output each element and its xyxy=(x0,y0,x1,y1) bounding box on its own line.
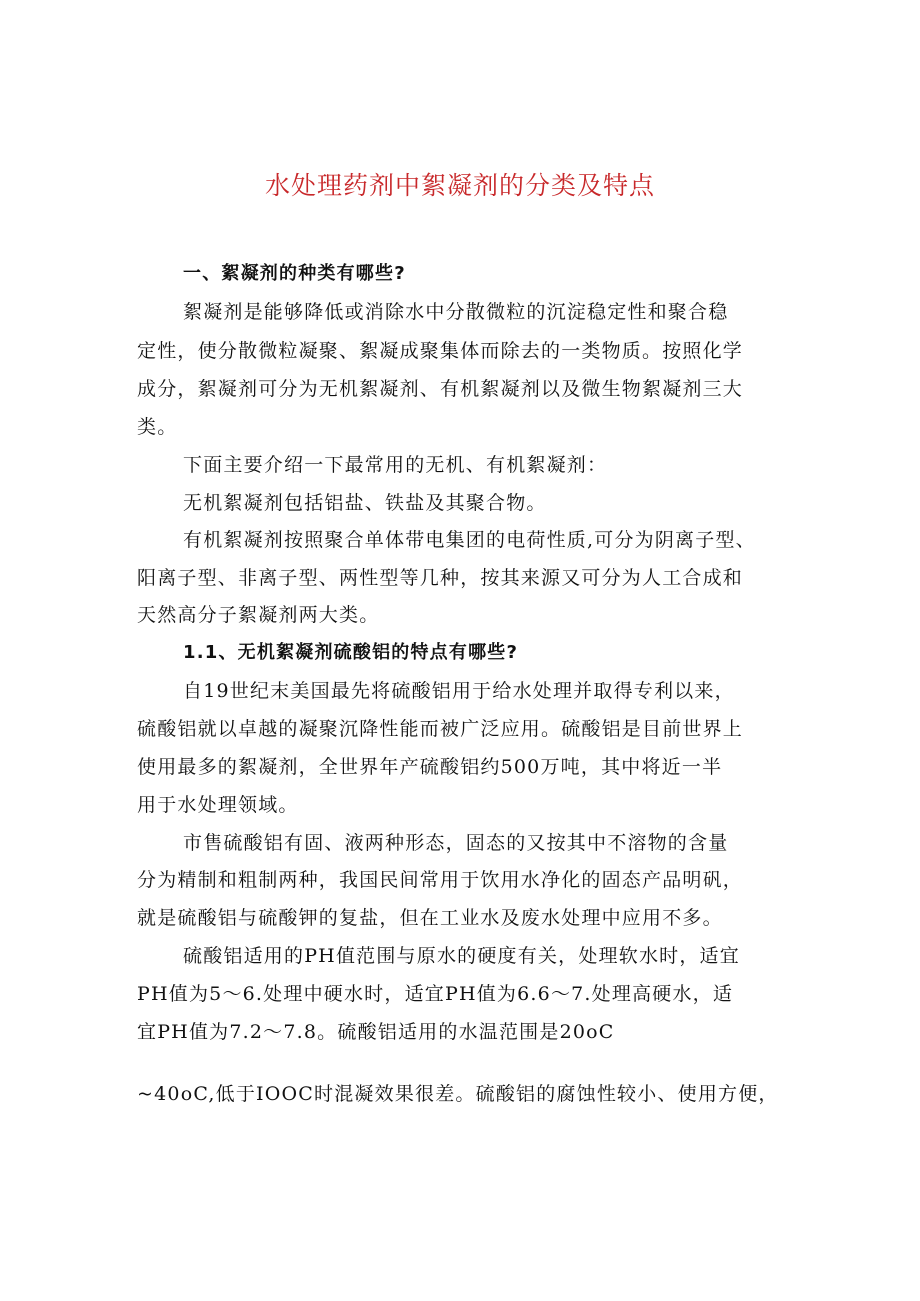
paragraph-line: PH值为5～6.处理中硬水时，适宜PH值为6.6～7.处理高硬水，适 xyxy=(137,983,734,1005)
paragraph-line: 无机絮凝剂包括铝盐、铁盐及其聚合物。 xyxy=(183,492,547,514)
paragraph-line: 絮凝剂是能够降低或消除水中分散微粒的沉淀稳定性和聚合稳 xyxy=(183,301,729,323)
paragraph-line: 宜PH值为7.2～7.8。硫酸铝适用的水温范围是20oC xyxy=(137,1021,615,1043)
paragraph-line: 类。 xyxy=(137,416,178,438)
paragraph-line: 有机絮凝剂按照聚合单体带电集团的电荷性质,可分为阴离子型、 xyxy=(183,529,756,551)
paragraph-line: 硫酸铝适用的PH值范围与原水的硬度有关，处理软水时，适宜 xyxy=(183,945,740,967)
document-title: 水处理药剂中絮凝剂的分类及特点 xyxy=(264,171,655,200)
paragraph-line: 下面主要介绍一下最常用的无机、有机絮凝剂： xyxy=(183,454,608,476)
paragraph-line: 使用最多的絮凝剂，全世界年产硫酸铝约500万吨，其中将近一半 xyxy=(137,756,723,778)
paragraph-line: 硫酸铝就以卓越的凝聚沉降性能而被广泛应用。硫酸铝是目前世界上 xyxy=(137,718,744,740)
paragraph-line: ~40oC,低于IOOC时混凝效果很差。硫酸铝的腐蚀性较小、使用方便， xyxy=(137,1083,779,1105)
paragraph-line: 市售硫酸铝有固、液两种形态，固态的又按其中不溶物的含量 xyxy=(183,832,729,854)
paragraph-line: 天然高分子絮凝剂两大类。 xyxy=(137,604,380,626)
section-heading-1: 一、絮凝剂的种类有哪些? xyxy=(183,263,406,284)
paragraph-line: 用于水处理领域。 xyxy=(137,794,299,816)
paragraph-line: 分为精制和粗制两种，我国民间常用于饮用水净化的固态产品明矾， xyxy=(137,869,744,891)
paragraph-line: 成分，絮凝剂可分为无机絮凝剂、有机絮凝剂以及微生物絮凝剂三大 xyxy=(137,378,744,400)
paragraph-line: 定性，使分散微粒凝聚、絮凝成聚集体而除去的一类物质。按照化学 xyxy=(137,340,744,362)
paragraph-line: 就是硫酸铝与硫酸钾的复盐，但在工业水及废水处理中应用不多。 xyxy=(137,907,723,929)
paragraph-line: 阳离子型、非离子型、两性型等几种，按其来源又可分为人工合成和 xyxy=(137,567,744,589)
section-heading-1-1: 1.1、无机絮凝剂硫酸铝的特点有哪些? xyxy=(183,642,519,663)
paragraph-line: 自19世纪末美国最先将硫酸铝用于给水处理并取得专利以来， xyxy=(183,680,735,702)
